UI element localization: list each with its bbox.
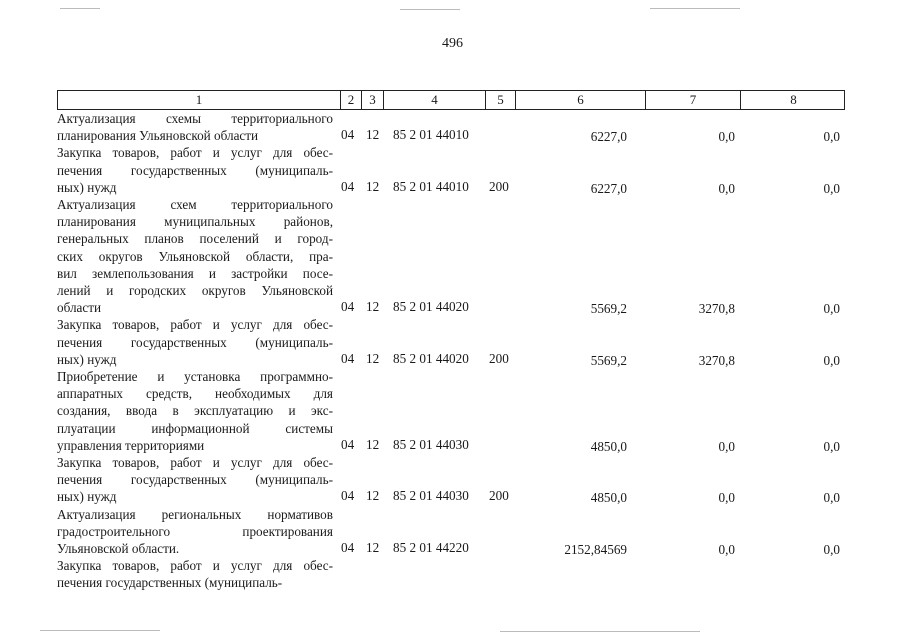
description-line: Закупка товаров, работ и услуг для обес- — [57, 455, 333, 470]
description-line: ных) нужд — [57, 489, 117, 505]
amount-col-8: 0,0 — [823, 352, 840, 368]
description-line: градостроительного проектирования — [57, 523, 333, 539]
amount-col-6: 5569,2 — [590, 301, 627, 317]
description-line: аппаратных средств, необходимых для — [57, 386, 333, 402]
description-line: Приобретение и установка программно- — [57, 369, 333, 384]
table-header — [57, 90, 845, 110]
amount-col-7: 3270,8 — [698, 352, 735, 368]
amount-col-6: 4850,0 — [590, 438, 627, 454]
description-line: печения государственных (муниципаль- — [57, 162, 333, 178]
amount-col-8: 0,0 — [823, 301, 840, 317]
amount-col-7: 0,0 — [718, 438, 735, 454]
table-row — [57, 144, 847, 196]
description-line: ных) нужд — [57, 179, 117, 195]
description-line: Актуализация схемы территориального — [57, 111, 333, 126]
amount-col-8: 0,0 — [823, 180, 840, 196]
description-line: Закупка товаров, работ и услуг для обес- — [57, 145, 333, 161]
description-line: печения государственных (муниципаль- — [57, 575, 283, 591]
amount-col-8: 0,0 — [823, 129, 840, 145]
description-line: управления территориями — [57, 437, 205, 453]
row-description — [57, 506, 333, 558]
table-row — [57, 368, 847, 454]
table-row — [57, 196, 847, 316]
amount-col-7: 0,0 — [718, 180, 735, 196]
header-cell-5: 5 — [486, 91, 516, 109]
amount-col-6: 5569,2 — [590, 352, 627, 368]
subsection-code: 12 — [366, 539, 380, 555]
description-line: печения государственных (муниципаль- — [57, 334, 333, 350]
description-line: планирования муниципальных районов, — [57, 214, 333, 230]
table-row — [57, 557, 847, 591]
section-code: 04 — [341, 350, 355, 366]
section-code: 04 — [341, 299, 355, 315]
table-row — [57, 454, 847, 506]
expense-type-code: 200 — [489, 350, 509, 366]
description-line: создания, ввода в эксплуатацию и экс- — [57, 403, 333, 419]
table-row — [57, 110, 847, 144]
subsection-code: 12 — [366, 299, 380, 315]
subsection-code: 12 — [366, 488, 380, 504]
subsection-code: 12 — [366, 436, 380, 452]
section-code: 04 — [341, 539, 355, 555]
subsection-code: 12 — [366, 127, 380, 143]
header-cell-7: 7 — [646, 91, 741, 109]
description-line: Закупка товаров, работ и услуг для обес- — [57, 558, 333, 574]
amount-col-6: 6227,0 — [590, 129, 627, 145]
row-description — [57, 196, 333, 316]
description-line: лений и городских округов Ульяновской — [57, 283, 333, 299]
header-cell-2: 2 — [341, 91, 362, 109]
target-article-code: 85 2 01 44020 — [393, 299, 469, 315]
header-cell-1: 1 — [58, 91, 341, 109]
scan-artifact — [500, 631, 700, 632]
amount-col-7: 0,0 — [718, 541, 735, 557]
header-cell-8: 8 — [790, 92, 797, 107]
section-code: 04 — [341, 178, 355, 194]
table-row — [57, 316, 847, 368]
description-line: плуатации информационной системы — [57, 420, 333, 436]
scan-artifact — [400, 9, 460, 10]
row-description — [57, 316, 333, 368]
description-line: Закупка товаров, работ и услуг для обес- — [57, 317, 333, 333]
section-code: 04 — [341, 488, 355, 504]
amount-col-7: 0,0 — [718, 129, 735, 145]
description-line: ских округов Ульяновской области, пра- — [57, 248, 333, 264]
description-line: области — [57, 300, 102, 316]
expense-type-code: 200 — [489, 178, 509, 194]
target-article-code: 85 2 01 44030 — [393, 488, 469, 504]
header-cell-4: 4 — [384, 91, 486, 109]
description-line: печения государственных (муниципаль- — [57, 472, 333, 488]
subsection-code: 12 — [366, 178, 380, 194]
description-line: планирования Ульяновской области — [57, 128, 259, 144]
description-line: ных) нужд — [57, 351, 117, 367]
amount-col-7: 3270,8 — [698, 301, 735, 317]
target-article-code: 85 2 01 44010 — [393, 178, 469, 194]
amount-col-8: 0,0 — [823, 541, 840, 557]
expense-type-code: 200 — [489, 488, 509, 504]
target-article-code: 85 2 01 44030 — [393, 436, 469, 452]
description-line: генеральных планов поселений и город- — [57, 231, 333, 247]
subsection-code: 12 — [366, 350, 380, 366]
row-description — [57, 110, 333, 144]
amount-col-6: 2152,84569 — [564, 541, 627, 557]
header-cell-6: 6 — [516, 91, 646, 109]
row-description — [57, 144, 333, 196]
amount-col-8: 0,0 — [823, 438, 840, 454]
amount-col-8: 0,0 — [823, 490, 840, 506]
description-line: Актуализация региональных нормативов — [57, 506, 333, 522]
row-description — [57, 454, 333, 506]
page-number: 496 — [442, 36, 463, 51]
table-row — [57, 506, 847, 558]
amount-col-7: 0,0 — [718, 490, 735, 506]
description-line: вил землепользования и застройки посе- — [57, 265, 333, 281]
scan-artifact — [650, 8, 740, 9]
header-cell-3: 3 — [362, 91, 384, 109]
amount-col-6: 4850,0 — [590, 490, 627, 506]
scan-artifact — [60, 8, 100, 9]
scan-artifact — [40, 630, 160, 631]
target-article-code: 85 2 01 44010 — [393, 127, 469, 143]
section-code: 04 — [341, 127, 355, 143]
description-line: Актуализация схем территориального — [57, 197, 333, 212]
target-article-code: 85 2 01 44220 — [393, 539, 469, 555]
row-description — [57, 368, 333, 454]
target-article-code: 85 2 01 44020 — [393, 350, 469, 366]
description-line: Ульяновской области. — [57, 541, 180, 556]
row-description — [57, 557, 333, 591]
section-code: 04 — [341, 436, 355, 452]
amount-col-6: 6227,0 — [590, 180, 627, 196]
